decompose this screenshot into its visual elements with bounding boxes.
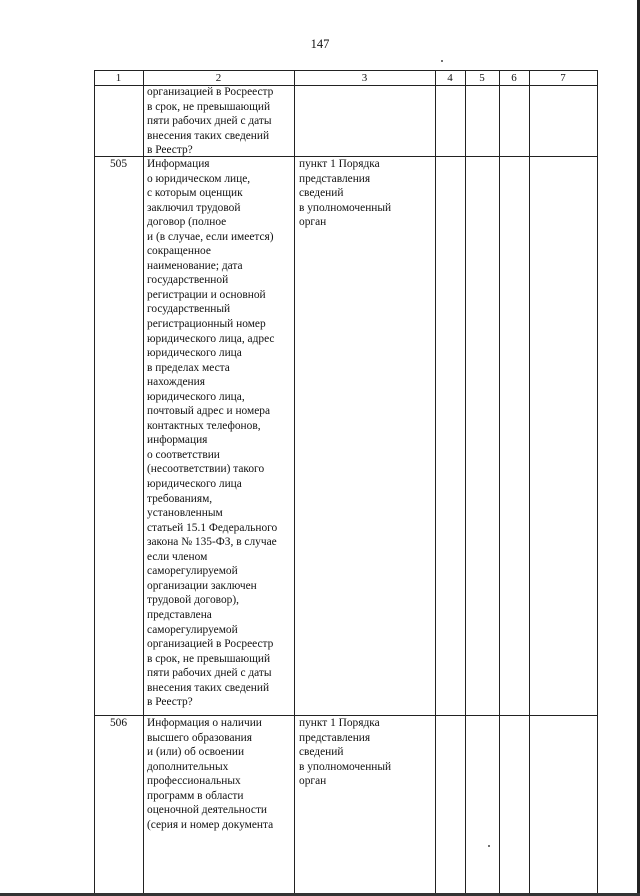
column-header-6: 6 [511, 72, 517, 84]
row-continuation-question: организацией в Росреестр в срок, не превышающий пяти рабочих дней с даты внесения таких сведений в Реестр? [147, 86, 274, 157]
scan-speck [441, 60, 443, 62]
row-506-question: Информация о наличии высшего образования и (или) об освоении дополнительных профессиональных программ в области оценочной деятельности (серия и номер документа [147, 717, 274, 831]
column-header-1: 1 [115, 72, 122, 84]
column-header-7: 7 [560, 72, 566, 84]
page-number: 147 [310, 37, 330, 51]
column-header-4: 4 [447, 72, 453, 84]
row-506-reference: пункт 1 Порядка представления сведений в уполномоченный орган [299, 717, 392, 788]
row-505-number: 505 [109, 158, 128, 170]
column-header-3: 3 [361, 72, 368, 84]
requirements-table [94, 70, 597, 896]
row-505-reference: пункт 1 Порядка представления сведений в уполномоченный орган [299, 158, 392, 229]
column-header-2: 2 [215, 72, 222, 84]
row-505-question: Информация о юридическом лице, с которым оценщик заключил трудовой договор (полное и (в случае, если имеется) сокращенное наименование; дата государственной регистрации и основной государственный регистрационный номер юридического лица, адрес юридического лица в пределах места нахождения юридического лица, почтовый адрес и номера контактных телефонов, информация о соответствии (несоответствии) такого юридического лица требованиям, установленным статьей 15.1 Федерального закона № 135-ФЗ, в случае если членом саморегулируемой организации заключен трудовой договор), представлена саморегулируемой организацией в Росреестр в срок, не превышающий пяти рабочих дней с даты внесения таких сведений в Реестр? [147, 158, 278, 709]
row-506-number: 506 [109, 717, 128, 729]
scan-speck [488, 845, 490, 847]
column-header-5: 5 [479, 72, 485, 84]
